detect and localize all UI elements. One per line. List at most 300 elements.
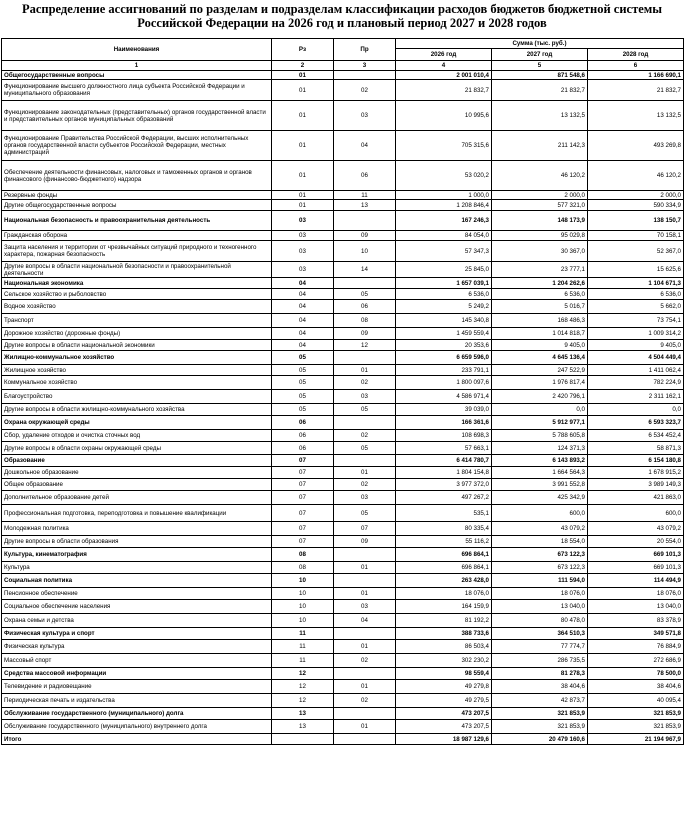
row-value-2027: 673 122,3 bbox=[492, 548, 588, 562]
row-rz: 07 bbox=[272, 467, 334, 479]
row-name: Дополнительное образование детей bbox=[2, 491, 272, 505]
header-sum: Сумма (тыс. руб.) bbox=[396, 39, 684, 49]
row-name: Защита населения и территории от чрезвычайных ситуаций природного и техногенного характера, пожарная безопасность bbox=[2, 241, 272, 262]
row-rz: 01 bbox=[272, 200, 334, 211]
row-pr: 05 bbox=[334, 404, 396, 416]
row-value-2026: 497 267,2 bbox=[396, 491, 492, 505]
row-pr: 02 bbox=[334, 376, 396, 390]
row-rz: 01 bbox=[272, 161, 334, 191]
row-rz: 12 bbox=[272, 694, 334, 708]
row-value-2026: 302 230,2 bbox=[396, 654, 492, 668]
row-value-2027: 2 420 796,1 bbox=[492, 390, 588, 404]
row-value-2028: 73 754,1 bbox=[588, 314, 684, 328]
row-value-2027: 1 664 564,3 bbox=[492, 467, 588, 479]
row-value-2027: 168 486,3 bbox=[492, 314, 588, 328]
row-value-2027: 77 774,7 bbox=[492, 640, 588, 654]
row-value-2026: 1 800 097,6 bbox=[396, 376, 492, 390]
table-row bbox=[2, 404, 684, 416]
row-rz: 10 bbox=[272, 574, 334, 588]
row-rz: 12 bbox=[272, 680, 334, 694]
row-rz: 05 bbox=[272, 404, 334, 416]
row-value-2026: 1 000,0 bbox=[396, 191, 492, 200]
row-value-2026: 57 347,3 bbox=[396, 241, 492, 262]
header-2028: 2028 год bbox=[588, 49, 684, 61]
row-name: Средства массовой информации bbox=[2, 668, 272, 680]
row-value-2026: 49 279,8 bbox=[396, 680, 492, 694]
row-pr bbox=[334, 734, 396, 745]
row-pr: 02 bbox=[334, 80, 396, 101]
col-number-1: 1 bbox=[2, 61, 272, 71]
table-row bbox=[2, 390, 684, 404]
row-pr bbox=[334, 71, 396, 80]
table-row bbox=[2, 211, 684, 231]
row-value-2028: 20 554,0 bbox=[588, 536, 684, 548]
row-value-2028: 43 079,2 bbox=[588, 522, 684, 536]
row-value-2028: 272 686,9 bbox=[588, 654, 684, 668]
table-row bbox=[2, 548, 684, 562]
row-value-2028: 114 494,9 bbox=[588, 574, 684, 588]
row-rz: 07 bbox=[272, 491, 334, 505]
row-value-2026: 3 977 372,0 bbox=[396, 479, 492, 491]
row-value-2028: 600,0 bbox=[588, 505, 684, 522]
row-value-2027: 124 371,3 bbox=[492, 442, 588, 455]
row-name: Функционирование законодательных (представительных) органов государственной власти и представительных органов муниципальных образований bbox=[2, 101, 272, 131]
row-value-2027: 4 645 136,4 bbox=[492, 351, 588, 365]
row-value-2026: 233 791,1 bbox=[396, 365, 492, 376]
table-row bbox=[2, 708, 684, 720]
row-rz: 03 bbox=[272, 231, 334, 241]
row-value-2027: 23 777,1 bbox=[492, 262, 588, 278]
row-pr: 06 bbox=[334, 300, 396, 314]
col-number-2: 2 bbox=[272, 61, 334, 71]
row-name: Обслуживание государственного (муниципального) долга bbox=[2, 708, 272, 720]
row-value-2027: 5 016,7 bbox=[492, 300, 588, 314]
row-rz: 11 bbox=[272, 628, 334, 640]
row-value-2028: 1 678 915,2 bbox=[588, 467, 684, 479]
row-value-2027: 95 029,8 bbox=[492, 231, 588, 241]
row-rz: 07 bbox=[272, 536, 334, 548]
row-value-2026: 81 192,2 bbox=[396, 614, 492, 628]
row-value-2028: 2 311 162,1 bbox=[588, 390, 684, 404]
row-value-2027: 286 735,5 bbox=[492, 654, 588, 668]
row-value-2027: 1 976 817,4 bbox=[492, 376, 588, 390]
row-value-2027: 43 079,2 bbox=[492, 522, 588, 536]
row-rz: 10 bbox=[272, 588, 334, 600]
row-name: Транспорт bbox=[2, 314, 272, 328]
row-name: Функционирование Правительства Российской Федерации, высших исполнительных органов государственной власти субъектов Российской Федерации, местных администраций bbox=[2, 131, 272, 161]
row-rz bbox=[272, 734, 334, 745]
col-number-3: 3 bbox=[334, 61, 396, 71]
row-value-2027: 2 000,0 bbox=[492, 191, 588, 200]
header-2026: 2026 год bbox=[396, 49, 492, 61]
row-value-2027: 425 342,9 bbox=[492, 491, 588, 505]
row-value-2028: 1 411 062,4 bbox=[588, 365, 684, 376]
row-rz: 03 bbox=[272, 262, 334, 278]
row-value-2027: 21 832,7 bbox=[492, 80, 588, 101]
row-value-2027: 871 548,6 bbox=[492, 71, 588, 80]
table-row bbox=[2, 131, 684, 161]
row-name: Другие вопросы в области национальной безопасности и правоохранительной деятельности bbox=[2, 262, 272, 278]
row-value-2026: 39 039,0 bbox=[396, 404, 492, 416]
row-value-2028: 4 504 449,4 bbox=[588, 351, 684, 365]
row-pr bbox=[334, 416, 396, 430]
row-name: Благоустройство bbox=[2, 390, 272, 404]
row-rz: 11 bbox=[272, 654, 334, 668]
row-value-2028: 782 224,9 bbox=[588, 376, 684, 390]
row-value-2027: 5 912 977,1 bbox=[492, 416, 588, 430]
row-name: Пенсионное обеспечение bbox=[2, 588, 272, 600]
table-row bbox=[2, 455, 684, 467]
row-value-2026: 18 987 129,6 bbox=[396, 734, 492, 745]
row-name: Периодическая печать и издательства bbox=[2, 694, 272, 708]
row-name: Сельское хозяйство и рыболовство bbox=[2, 289, 272, 300]
row-rz: 05 bbox=[272, 365, 334, 376]
row-name: Другие вопросы в области национальной экономики bbox=[2, 340, 272, 351]
row-rz: 03 bbox=[272, 241, 334, 262]
table-row bbox=[2, 640, 684, 654]
row-value-2027: 6 143 893,2 bbox=[492, 455, 588, 467]
row-value-2026: 1 459 559,4 bbox=[396, 328, 492, 340]
table-row bbox=[2, 376, 684, 390]
row-rz: 10 bbox=[272, 614, 334, 628]
row-value-2027: 9 405,0 bbox=[492, 340, 588, 351]
row-rz: 06 bbox=[272, 442, 334, 455]
row-value-2028: 78 500,0 bbox=[588, 668, 684, 680]
row-name: Гражданская оборона bbox=[2, 231, 272, 241]
row-value-2027: 20 479 160,6 bbox=[492, 734, 588, 745]
row-value-2026: 25 845,0 bbox=[396, 262, 492, 278]
row-pr: 02 bbox=[334, 694, 396, 708]
row-pr bbox=[334, 628, 396, 640]
row-rz: 06 bbox=[272, 430, 334, 442]
row-pr: 10 bbox=[334, 241, 396, 262]
row-value-2027: 5 788 605,8 bbox=[492, 430, 588, 442]
row-name: Социальное обеспечение населения bbox=[2, 600, 272, 614]
table-row bbox=[2, 505, 684, 522]
row-value-2026: 696 864,1 bbox=[396, 562, 492, 574]
table-row bbox=[2, 241, 684, 262]
row-pr: 01 bbox=[334, 365, 396, 376]
table-row bbox=[2, 351, 684, 365]
table-row bbox=[2, 200, 684, 211]
row-rz: 13 bbox=[272, 708, 334, 720]
row-pr: 03 bbox=[334, 390, 396, 404]
row-name: Общее образование bbox=[2, 479, 272, 491]
row-value-2028: 493 269,8 bbox=[588, 131, 684, 161]
row-rz: 05 bbox=[272, 390, 334, 404]
header-rz: Рз bbox=[272, 39, 334, 61]
row-name: Обслуживание государственного (муниципального) внутреннего долга bbox=[2, 720, 272, 734]
row-value-2026: 21 832,7 bbox=[396, 80, 492, 101]
row-pr bbox=[334, 351, 396, 365]
row-value-2027: 81 278,3 bbox=[492, 668, 588, 680]
row-value-2027: 321 853,9 bbox=[492, 720, 588, 734]
table-row bbox=[2, 467, 684, 479]
row-name: Молодежная политика bbox=[2, 522, 272, 536]
row-value-2028: 3 989 149,3 bbox=[588, 479, 684, 491]
header-pr: Пр bbox=[334, 39, 396, 61]
table-row bbox=[2, 278, 684, 289]
row-name: Другие общегосударственные вопросы bbox=[2, 200, 272, 211]
row-value-2027: 600,0 bbox=[492, 505, 588, 522]
row-name: Коммунальное хозяйство bbox=[2, 376, 272, 390]
row-pr: 12 bbox=[334, 340, 396, 351]
row-name: Водное хозяйство bbox=[2, 300, 272, 314]
row-pr: 02 bbox=[334, 479, 396, 491]
row-value-2028: 2 000,0 bbox=[588, 191, 684, 200]
row-value-2026: 1 804 154,8 bbox=[396, 467, 492, 479]
row-name: Физическая культура bbox=[2, 640, 272, 654]
row-value-2028: 1 009 314,2 bbox=[588, 328, 684, 340]
row-pr: 14 bbox=[334, 262, 396, 278]
row-name: Дошкольное образование bbox=[2, 467, 272, 479]
row-rz: 01 bbox=[272, 191, 334, 200]
table-row bbox=[2, 588, 684, 600]
row-name: Культура, кинематография bbox=[2, 548, 272, 562]
row-value-2027: 13 132,5 bbox=[492, 101, 588, 131]
table-row bbox=[2, 416, 684, 430]
row-pr: 01 bbox=[334, 640, 396, 654]
row-value-2026: 80 335,4 bbox=[396, 522, 492, 536]
row-value-2028: 21 832,7 bbox=[588, 80, 684, 101]
table-row bbox=[2, 101, 684, 131]
row-pr: 05 bbox=[334, 442, 396, 455]
row-pr: 09 bbox=[334, 328, 396, 340]
row-pr bbox=[334, 668, 396, 680]
row-value-2028: 6 536,0 bbox=[588, 289, 684, 300]
row-value-2026: 473 207,5 bbox=[396, 720, 492, 734]
header-2027: 2027 год bbox=[492, 49, 588, 61]
row-rz: 07 bbox=[272, 522, 334, 536]
table-row bbox=[2, 161, 684, 191]
row-value-2027: 30 367,0 bbox=[492, 241, 588, 262]
row-value-2026: 1 208 846,4 bbox=[396, 200, 492, 211]
row-pr: 04 bbox=[334, 131, 396, 161]
row-name: Культура bbox=[2, 562, 272, 574]
row-name: Сбор, удаление отходов и очистка сточных вод bbox=[2, 430, 272, 442]
row-value-2027: 148 173,9 bbox=[492, 211, 588, 231]
col-number-4: 4 bbox=[396, 61, 492, 71]
row-rz: 05 bbox=[272, 351, 334, 365]
table-row bbox=[2, 365, 684, 376]
row-pr: 01 bbox=[334, 467, 396, 479]
row-rz: 01 bbox=[272, 101, 334, 131]
row-rz: 07 bbox=[272, 455, 334, 467]
row-value-2026: 98 559,4 bbox=[396, 668, 492, 680]
row-value-2028: 70 158,1 bbox=[588, 231, 684, 241]
row-value-2026: 388 733,6 bbox=[396, 628, 492, 640]
document-title: Распределение ассигнований по разделам и подразделам классификации расходов бюджетов бюджетной системы Российской Федерации на 2026 год и плановый период 2027 и 2028 годов bbox=[21, 2, 663, 30]
row-value-2026: 696 864,1 bbox=[396, 548, 492, 562]
row-rz: 01 bbox=[272, 131, 334, 161]
row-value-2026: 20 353,6 bbox=[396, 340, 492, 351]
row-pr: 03 bbox=[334, 600, 396, 614]
row-name: Итого bbox=[2, 734, 272, 745]
header-name: Наименования bbox=[2, 39, 272, 61]
row-value-2026: 167 246,3 bbox=[396, 211, 492, 231]
col-number-6: 6 bbox=[588, 61, 684, 71]
row-value-2026: 164 159,9 bbox=[396, 600, 492, 614]
row-name: Охрана окружающей среды bbox=[2, 416, 272, 430]
table-row bbox=[2, 734, 684, 745]
row-name: Национальная экономика bbox=[2, 278, 272, 289]
row-rz: 05 bbox=[272, 376, 334, 390]
row-value-2027: 6 536,0 bbox=[492, 289, 588, 300]
row-value-2026: 86 503,4 bbox=[396, 640, 492, 654]
row-rz: 04 bbox=[272, 314, 334, 328]
row-value-2028: 669 101,3 bbox=[588, 562, 684, 574]
row-pr: 02 bbox=[334, 430, 396, 442]
row-rz: 04 bbox=[272, 328, 334, 340]
row-pr: 09 bbox=[334, 536, 396, 548]
row-pr: 06 bbox=[334, 161, 396, 191]
table-row bbox=[2, 328, 684, 340]
table-row bbox=[2, 479, 684, 491]
row-pr: 11 bbox=[334, 191, 396, 200]
row-value-2026: 108 698,3 bbox=[396, 430, 492, 442]
row-rz: 10 bbox=[272, 600, 334, 614]
row-value-2027: 321 853,9 bbox=[492, 708, 588, 720]
row-value-2026: 6 536,0 bbox=[396, 289, 492, 300]
row-value-2028: 349 571,8 bbox=[588, 628, 684, 640]
row-value-2026: 705 315,6 bbox=[396, 131, 492, 161]
row-value-2028: 590 334,9 bbox=[588, 200, 684, 211]
row-value-2028: 58 871,3 bbox=[588, 442, 684, 455]
row-value-2028: 321 853,9 bbox=[588, 720, 684, 734]
row-pr bbox=[334, 278, 396, 289]
row-name: Жилищно-коммунальное хозяйство bbox=[2, 351, 272, 365]
row-value-2028: 52 367,0 bbox=[588, 241, 684, 262]
table-row bbox=[2, 71, 684, 80]
table-row bbox=[2, 262, 684, 278]
row-pr: 01 bbox=[334, 562, 396, 574]
table-row bbox=[2, 536, 684, 548]
col-number-5: 5 bbox=[492, 61, 588, 71]
row-value-2026: 6 414 780,7 bbox=[396, 455, 492, 467]
row-value-2028: 38 404,6 bbox=[588, 680, 684, 694]
row-name: Другие вопросы в области образования bbox=[2, 536, 272, 548]
row-rz: 06 bbox=[272, 416, 334, 430]
row-value-2028: 0,0 bbox=[588, 404, 684, 416]
row-name: Профессиональная подготовка, переподготовка и повышение квалификации bbox=[2, 505, 272, 522]
row-value-2028: 1 166 690,1 bbox=[588, 71, 684, 80]
row-value-2027: 364 510,3 bbox=[492, 628, 588, 640]
row-pr: 01 bbox=[334, 588, 396, 600]
row-name: Дорожное хозяйство (дорожные фонды) bbox=[2, 328, 272, 340]
row-value-2026: 263 428,0 bbox=[396, 574, 492, 588]
table-row bbox=[2, 231, 684, 241]
row-pr: 01 bbox=[334, 720, 396, 734]
row-value-2028: 21 194 967,9 bbox=[588, 734, 684, 745]
row-rz: 01 bbox=[272, 71, 334, 80]
row-value-2027: 18 076,0 bbox=[492, 588, 588, 600]
row-value-2026: 6 659 596,0 bbox=[396, 351, 492, 365]
table-row bbox=[2, 600, 684, 614]
row-value-2027: 0,0 bbox=[492, 404, 588, 416]
row-name: Другие вопросы в области охраны окружающей среды bbox=[2, 442, 272, 455]
row-value-2028: 6 534 452,4 bbox=[588, 430, 684, 442]
table-row bbox=[2, 654, 684, 668]
row-value-2028: 138 150,7 bbox=[588, 211, 684, 231]
row-value-2027: 111 594,0 bbox=[492, 574, 588, 588]
row-pr: 07 bbox=[334, 522, 396, 536]
table-body bbox=[2, 71, 684, 745]
row-name: Охрана семьи и детства bbox=[2, 614, 272, 628]
row-value-2026: 53 020,2 bbox=[396, 161, 492, 191]
row-name: Другие вопросы в области жилищно-коммунального хозяйства bbox=[2, 404, 272, 416]
row-value-2028: 83 378,9 bbox=[588, 614, 684, 628]
row-value-2028: 13 040,0 bbox=[588, 600, 684, 614]
table-row bbox=[2, 300, 684, 314]
row-pr: 13 bbox=[334, 200, 396, 211]
row-value-2026: 5 249,2 bbox=[396, 300, 492, 314]
row-value-2026: 166 361,6 bbox=[396, 416, 492, 430]
table-row bbox=[2, 614, 684, 628]
row-pr bbox=[334, 455, 396, 467]
row-rz: 08 bbox=[272, 562, 334, 574]
table-row bbox=[2, 680, 684, 694]
row-value-2027: 13 040,0 bbox=[492, 600, 588, 614]
row-name: Социальная политика bbox=[2, 574, 272, 588]
row-name: Обеспечение деятельности финансовых, налоговых и таможенных органов и органов финансового (финансово-бюджетного) надзора bbox=[2, 161, 272, 191]
row-pr: 08 bbox=[334, 314, 396, 328]
table-row bbox=[2, 442, 684, 455]
row-value-2026: 57 663,1 bbox=[396, 442, 492, 455]
row-name: Образование bbox=[2, 455, 272, 467]
row-value-2027: 247 522,9 bbox=[492, 365, 588, 376]
row-value-2028: 40 095,4 bbox=[588, 694, 684, 708]
row-pr: 05 bbox=[334, 289, 396, 300]
row-name: Телевидение и радиовещание bbox=[2, 680, 272, 694]
row-value-2027: 1 014 818,7 bbox=[492, 328, 588, 340]
table-row bbox=[2, 668, 684, 680]
row-pr: 05 bbox=[334, 505, 396, 522]
row-pr: 02 bbox=[334, 654, 396, 668]
row-value-2028: 6 154 180,8 bbox=[588, 455, 684, 467]
table-row bbox=[2, 80, 684, 101]
row-value-2028: 76 884,9 bbox=[588, 640, 684, 654]
row-value-2027: 673 122,3 bbox=[492, 562, 588, 574]
row-value-2026: 4 586 971,4 bbox=[396, 390, 492, 404]
row-value-2028: 13 132,5 bbox=[588, 101, 684, 131]
row-rz: 03 bbox=[272, 211, 334, 231]
row-rz: 04 bbox=[272, 340, 334, 351]
row-value-2027: 80 478,0 bbox=[492, 614, 588, 628]
row-pr bbox=[334, 574, 396, 588]
row-value-2026: 18 076,0 bbox=[396, 588, 492, 600]
row-name: Функционирование высшего должностного лица субъекта Российской Федерации и муниципального образования bbox=[2, 80, 272, 101]
table-row bbox=[2, 562, 684, 574]
table-row bbox=[2, 694, 684, 708]
row-value-2028: 669 101,3 bbox=[588, 548, 684, 562]
row-value-2028: 5 662,0 bbox=[588, 300, 684, 314]
row-rz: 07 bbox=[272, 479, 334, 491]
row-name: Национальная безопасность и правоохранительная деятельность bbox=[2, 211, 272, 231]
row-pr: 03 bbox=[334, 491, 396, 505]
row-pr: 03 bbox=[334, 101, 396, 131]
row-value-2027: 3 991 552,8 bbox=[492, 479, 588, 491]
row-value-2028: 18 076,0 bbox=[588, 588, 684, 600]
row-pr: 04 bbox=[334, 614, 396, 628]
row-pr bbox=[334, 211, 396, 231]
row-value-2026: 145 340,8 bbox=[396, 314, 492, 328]
row-name: Массовый спорт bbox=[2, 654, 272, 668]
row-rz: 04 bbox=[272, 289, 334, 300]
row-value-2026: 49 279,5 bbox=[396, 694, 492, 708]
row-value-2026: 84 054,0 bbox=[396, 231, 492, 241]
row-value-2028: 1 104 671,3 bbox=[588, 278, 684, 289]
row-value-2028: 46 120,2 bbox=[588, 161, 684, 191]
